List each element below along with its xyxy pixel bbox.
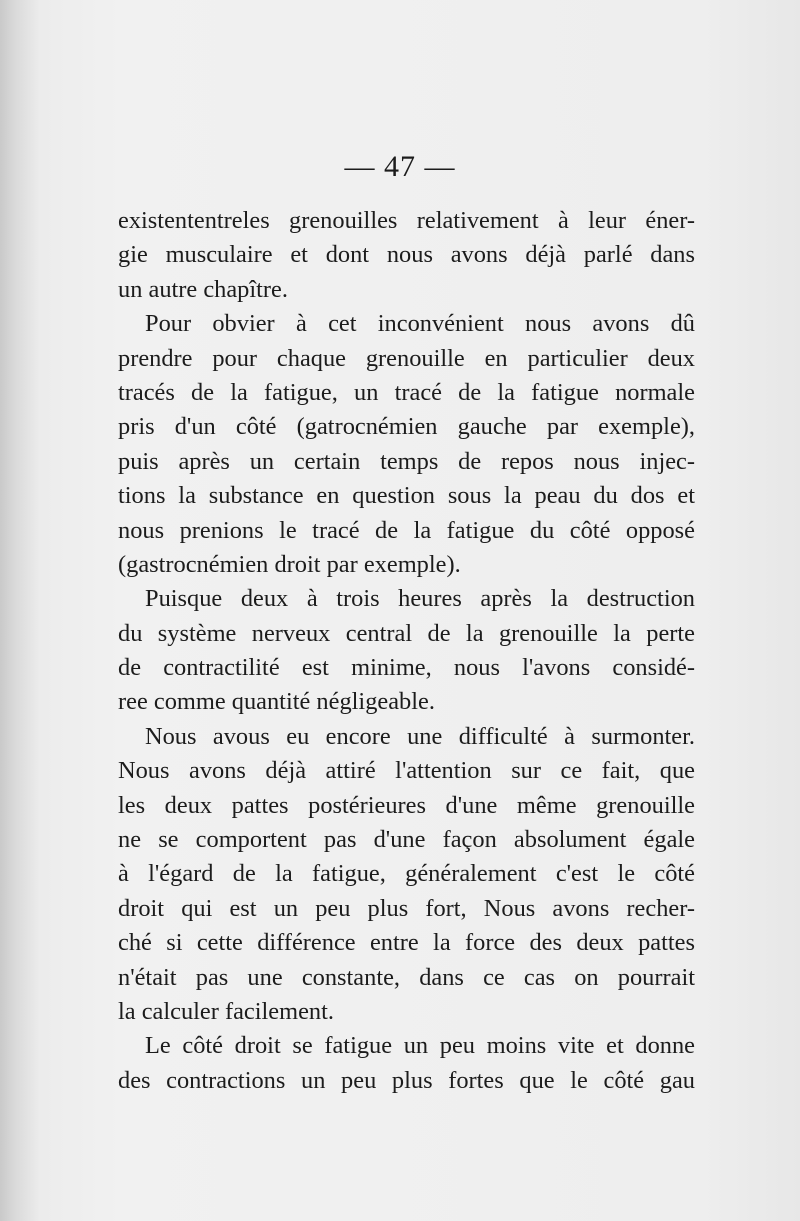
text-line: ree comme quantité négligeable. — [118, 688, 435, 716]
text-line: puis après un certain temps de repos nous injec- — [118, 447, 695, 475]
text-line: droit qui est un peu plus fort, Nous avons recher- — [118, 894, 695, 922]
text-line: la calculer facilement. — [118, 997, 334, 1025]
page-number: — 47 — — [344, 150, 456, 183]
text-line: nous prenions le tracé de la fatigue du côté opposé — [118, 516, 695, 544]
text-line: à l'égard de la fatigue, généralement c'est le côté — [118, 860, 695, 888]
body-text — [118, 204, 695, 1098]
text-line: n'était pas une constante, dans ce cas on pourrait — [118, 963, 695, 991]
text-line: tracés de la fatigue, un tracé de la fatigue normale — [118, 378, 695, 406]
text-line: prendre pour chaque grenouille en particulier deux — [118, 344, 695, 372]
text-line: tions la substance en question sous la peau du dos et — [118, 482, 695, 510]
text-line: les deux pattes postérieures d'une même grenouille — [118, 791, 695, 819]
text-line: (gastrocnémien droit par exemple). — [118, 550, 461, 578]
text-line: pris d'un côté (gatrocnémien gauche par exemple), — [118, 413, 695, 441]
text-line: existententreles grenouilles relativement à leur éner- — [118, 207, 695, 234]
text-line: Nous avons déjà attiré l'attention sur ce fait, que — [118, 757, 695, 785]
text-line: Puisque deux à trois heures après la destruction — [145, 585, 695, 613]
text-line: ché si cette différence entre la force des deux pattes — [118, 929, 695, 957]
text-line: de contractilité est minime, nous l'avons considé- — [118, 654, 695, 682]
text-line: Pour obvier à cet inconvénient nous avons dû — [145, 310, 695, 338]
text-line: gie musculaire et dont nous avons déjà parlé dans — [118, 241, 695, 269]
text-line: un autre chapître. — [118, 275, 288, 303]
text-line: des contractions un peu plus fortes que le côté gau — [118, 1066, 695, 1094]
text-line: Le côté droit se fatigue un peu moins vite et donne — [145, 1032, 695, 1060]
text-line: du système nerveux central de la grenouille la perte — [118, 619, 695, 647]
text-line: Nous avous eu encore une difficulté à surmonter. — [145, 722, 695, 750]
text-line: ne se comportent pas d'une façon absolument égale — [118, 826, 695, 854]
